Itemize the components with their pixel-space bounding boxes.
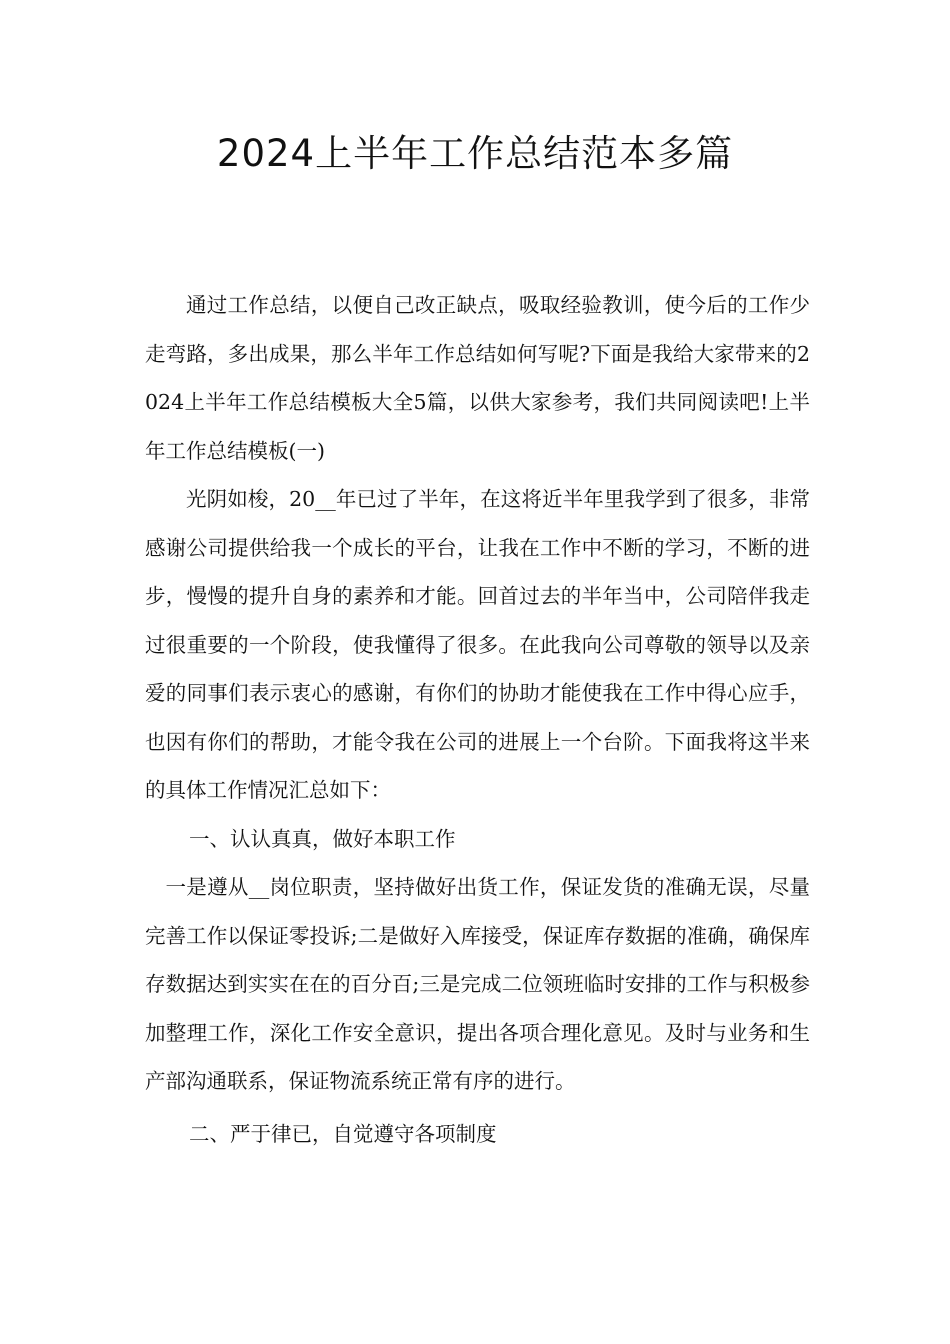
document-body — [145, 281, 810, 1158]
opening-paragraph: 光阴如梭，20__年已过了半年，在这将近半年里我学到了很多，非常感谢公司提供给我一个成长的平台，让我在工作中不断的学习，不断的进步，慢慢的提升自身的素养和才能。回首过去的半年当中，公司陪伴我走过很重要的一个阶段，使我懂得了很多。在此我向公司尊敬的领导以及亲爱的同事们表示衷心的感谢，有你们的协助才能使我在工作中得心应手，也因有你们的帮助，才能令我在公司的进展上一个台阶。下面我将这半来的具体工作情况汇总如下： — [145, 487, 810, 802]
document-title: 2024上半年工作总结范本多篇 — [216, 132, 734, 175]
intro-paragraph: 通过工作总结，以便自己改正缺点，吸取经验教训，使今后的工作少走弯路，多出成果，那么半年工作总结如何写呢?下面是我给大家带来的2024上半年工作总结模板大全5篇，以供大家参考，我们共同阅读吧!上半年工作总结模板(一) — [145, 293, 810, 463]
section-heading-1: 一、认认真真，做好本职工作 — [189, 826, 456, 851]
section-heading-2: 二、严于律已，自觉遵守各项制度 — [189, 1121, 497, 1146]
section-1-paragraph: 一是遵从__岗位职责，坚持做好出货工作，保证发货的准确无误，尽量完善工作以保证零投诉;二是做好入库接受，保证库存数据的准确，确保库存数据达到实实在在的百分百;三是完成二位领班临时安排的工作与积极参加整理工作，深化工作安全意识，提出各项合理化意见。及时与业务和生产部沟通联系，保证物流系统正常有序的进行。 — [145, 875, 810, 1093]
